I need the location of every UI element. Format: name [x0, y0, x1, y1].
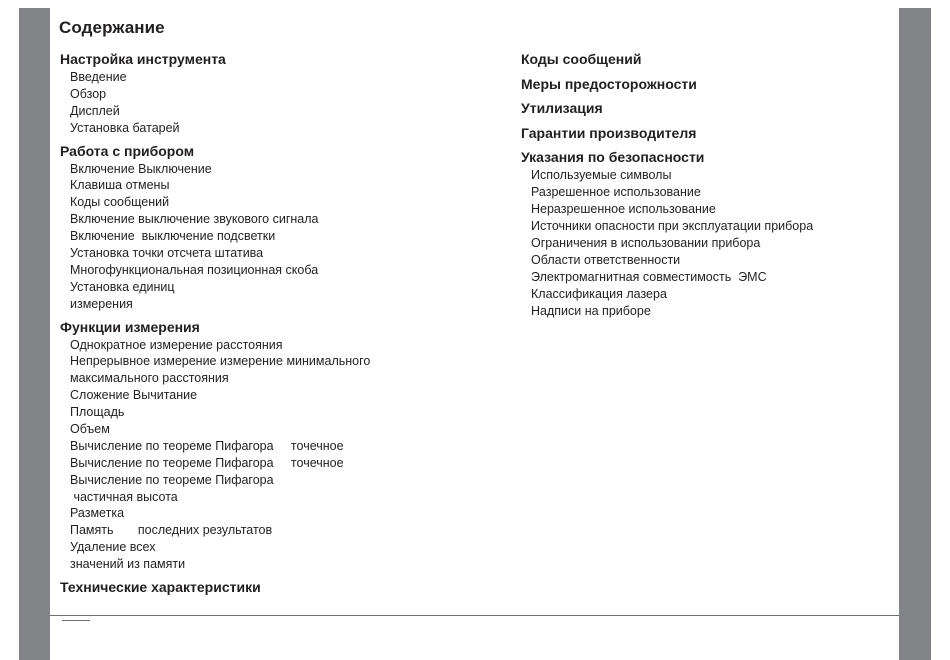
toc-entry[interactable]: Площадь: [70, 405, 125, 420]
toc-entry[interactable]: Области ответственности: [531, 252, 681, 267]
page-title: Содержание: [59, 18, 165, 37]
toc-entry[interactable]: Надписи на приборе: [531, 303, 651, 318]
toc-entry[interactable]: Объем: [70, 422, 110, 437]
toc-entry-list: [60, 337, 480, 573]
toc-section: [521, 125, 891, 142]
toc-section: [60, 51, 480, 137]
toc-section-heading[interactable]: Меры предосторожности: [521, 75, 697, 92]
toc-entry[interactable]: Вычисление по теореме Пифагора точечное: [70, 455, 344, 470]
toc-entry[interactable]: Ограничения в использовании прибора: [531, 235, 761, 250]
toc-entry[interactable]: Электромагнитная совместимость ЭМС: [531, 269, 767, 284]
toc-section: [521, 51, 891, 68]
toc-entry[interactable]: Установка батарей: [70, 120, 180, 135]
toc-entry[interactable]: Сложение Вычитание: [70, 388, 198, 403]
toc-section-heading[interactable]: Работа с прибором: [60, 142, 195, 159]
toc-entry[interactable]: частичная высота: [70, 489, 178, 504]
toc-entry[interactable]: Неразрешенное использование: [531, 202, 716, 217]
toc-entry[interactable]: значений из памяти: [70, 557, 186, 572]
toc-entry[interactable]: Обзор: [70, 86, 107, 101]
toc-entry[interactable]: Коды сообщений: [70, 195, 170, 210]
toc-entry[interactable]: Многофункциональная позиционная скоба: [70, 262, 319, 277]
toc-entry[interactable]: Вычисление по теореме Пифагора: [70, 472, 274, 487]
toc-entry[interactable]: Однократное измерение расстояния: [70, 337, 283, 352]
toc-section: [521, 100, 891, 117]
toc-entry[interactable]: Используемые символы: [531, 168, 672, 183]
toc-section: [60, 579, 480, 596]
toc-entry[interactable]: Включение Выключение: [70, 161, 212, 176]
toc-entry[interactable]: максимального расстояния: [70, 371, 229, 386]
toc-section: [521, 76, 891, 93]
toc-section: [60, 319, 480, 573]
toc-entry[interactable]: Классификация лазера: [531, 286, 667, 301]
toc-left-column: [60, 50, 480, 596]
toc-section-heading[interactable]: Технические характеристики: [60, 579, 261, 596]
toc-entry-list: [60, 69, 480, 137]
toc-entry[interactable]: Источники опасности при эксплуатации прибора: [531, 219, 814, 234]
toc-section-heading[interactable]: Утилизация: [521, 100, 603, 117]
toc-entry[interactable]: Установка единиц: [70, 279, 175, 294]
toc-entry[interactable]: Разрешенное использование: [531, 185, 701, 200]
toc-section: [521, 149, 891, 319]
toc-entry[interactable]: Вычисление по теореме Пифагора точечное: [70, 438, 344, 453]
toc-entry[interactable]: измерения: [70, 296, 133, 311]
bottom-divider: [50, 615, 899, 616]
toc-section-heading[interactable]: Функции измерения: [60, 318, 200, 335]
toc-entry[interactable]: Включение выключение подсветки: [70, 229, 276, 244]
bottom-divider-short: [62, 620, 90, 621]
left-margin-bar: [19, 8, 50, 660]
toc-right-column: [521, 50, 891, 319]
toc-entry[interactable]: Непрерывное измерение измерение минимального: [70, 354, 371, 369]
toc-entry[interactable]: Включение выключение звукового сигнала: [70, 212, 319, 227]
toc-entry[interactable]: Введение: [70, 70, 127, 84]
toc-section: [60, 143, 480, 313]
toc-entry[interactable]: Клавиша отмены: [70, 178, 170, 193]
toc-entry-list: [521, 167, 891, 319]
toc-entry[interactable]: Разметка: [70, 506, 125, 521]
toc-section-heading[interactable]: Гарантии производителя: [521, 124, 697, 141]
toc-section-heading[interactable]: Указания по безопасности: [521, 149, 705, 166]
toc-entry[interactable]: Установка точки отсчета штатива: [70, 246, 264, 261]
toc-section-heading[interactable]: Коды сообщений: [521, 51, 642, 67]
toc-section-heading[interactable]: Настройка инструмента: [60, 51, 226, 67]
toc-entry[interactable]: Дисплей: [70, 103, 120, 118]
toc-entry[interactable]: Удаление всех: [70, 540, 156, 555]
right-margin-bar: [899, 8, 931, 660]
toc-entry-list: [60, 161, 480, 313]
toc-entry[interactable]: Память последних результатов: [70, 523, 273, 538]
